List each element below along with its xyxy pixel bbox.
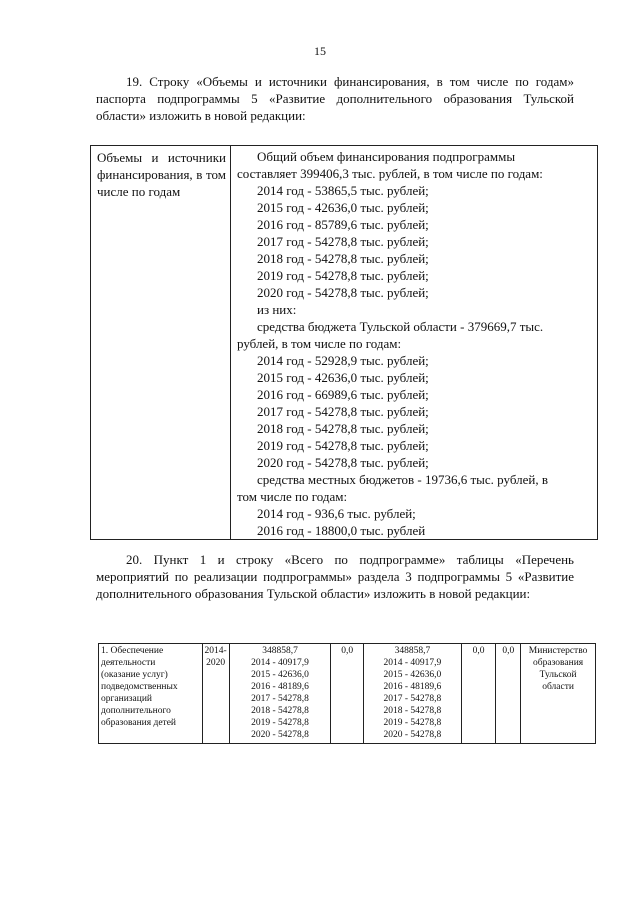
financing-line: 2019 год - 54278,8 тыс. рублей; [257, 438, 429, 453]
page-number: 15 [314, 44, 326, 58]
financing-line: средства местных бюджетов - 19736,6 тыс. рублей, в [257, 472, 548, 487]
amount-line: 2017 - 54278,8 [383, 694, 442, 704]
financing-line: рублей, в том числе по годам: [237, 336, 402, 351]
financing-details-cell [231, 146, 598, 540]
measure-name-line: 1. Обеспечение [101, 646, 164, 656]
financing-line: из них: [257, 302, 297, 317]
financing-line: 2018 год - 54278,8 тыс. рублей; [257, 251, 429, 266]
financing-line: составляет 399406,3 тыс. рублей, в том числе по годам: [237, 166, 543, 181]
financing-line: 2015 год - 42636,0 тыс. рублей; [257, 370, 429, 385]
years-line: 2020 [206, 658, 226, 668]
amount-line: 2018 - 54278,8 [251, 706, 309, 716]
federal-amount-cell: 0,0 [331, 644, 364, 744]
local-amount-cell: 0,0 [461, 644, 496, 744]
amount-line: 2019 - 54278,8 [383, 718, 442, 728]
amount-line: 2016 - 48189,6 [383, 682, 442, 692]
ministry-line: Тульской [539, 670, 577, 680]
financing-line: 2017 год - 54278,8 тыс. рублей; [257, 234, 429, 249]
years-line: 2014- [204, 646, 227, 656]
financing-line: 2020 год - 54278,8 тыс. рублей; [257, 285, 429, 300]
other-amount-cell: 0,0 [496, 644, 521, 744]
table-row [99, 644, 596, 744]
measure-name-line: организаций [101, 694, 153, 704]
amount-line: 2020 - 54278,8 [251, 730, 309, 740]
amount-line: 348858,7 [262, 646, 298, 656]
amount-line: 2014 - 40917,9 [383, 658, 442, 668]
amount-line: 2015 - 42636,0 [383, 670, 442, 680]
amount-line: 2014 - 40917,9 [251, 658, 309, 668]
financing-line: 2019 год - 54278,8 тыс. рублей; [257, 268, 429, 283]
paragraph-19: 19. Строку «Объемы и источники финансирования, в том числе по годам» паспорта подпрограммы 5 «Развитие дополнительного образования Тульской области» изложить в новой редакции: [96, 74, 574, 123]
measure-name-line: дополнительного [101, 706, 171, 716]
financing-line: 2016 год - 18800,0 тыс. рублей [257, 523, 426, 538]
measure-name-line: подведомственных [101, 682, 178, 692]
financing-line: 2014 год - 53865,5 тыс. рублей; [257, 183, 429, 198]
total-amount-cell [229, 644, 331, 744]
ministry-line: области [542, 682, 574, 692]
paragraph-20: 20. Пункт 1 и строку «Всего по подпрограмме» таблицы «Перечень мероприятий по реализации подпрограммы» раздела 3 подпрограммы 5 «Развитие дополнительного образования Тульской области» изложить в новой редакции: [96, 552, 574, 601]
financing-line: Общий объем финансирования подпрограммы [257, 149, 516, 164]
amount-line: 2016 - 48189,6 [251, 682, 309, 692]
measure-name-cell [99, 644, 203, 744]
financing-line: 2014 год - 936,6 тыс. рублей; [257, 506, 416, 521]
financing-line: том числе по годам: [237, 489, 348, 504]
financing-line: 2016 год - 85789,6 тыс. рублей; [257, 217, 429, 232]
ministry-line: Министерство [528, 646, 588, 656]
financing-line: 2015 год - 42636,0 тыс. рублей; [257, 200, 429, 215]
measure-name-line: деятельности [101, 658, 156, 668]
measure-name-line: (оказание услуг) [101, 670, 168, 680]
amount-line: 348858,7 [394, 646, 431, 656]
financing-line: 2016 год - 66989,6 тыс. рублей; [257, 387, 429, 402]
financing-line: 2018 год - 54278,8 тыс. рублей; [257, 421, 429, 436]
responsible-cell [521, 644, 596, 744]
amount-line: 2015 - 42636,0 [251, 670, 309, 680]
measures-table [98, 643, 596, 744]
ministry-line: образования [533, 658, 584, 668]
financing-line: 2020 год - 54278,8 тыс. рублей; [257, 455, 429, 470]
amount-line: 2018 - 54278,8 [383, 706, 442, 716]
financing-table [90, 145, 598, 540]
amount-line: 2020 - 54278,8 [383, 730, 442, 740]
financing-line: 2014 год - 52928,9 тыс. рублей; [257, 353, 429, 368]
financing-line: средства бюджета Тульской области - 379669,7 тыс. [257, 319, 544, 334]
regional-amount-cell [364, 644, 462, 744]
financing-line: 2017 год - 54278,8 тыс. рублей; [257, 404, 429, 419]
amount-line: 2017 - 54278,8 [251, 694, 309, 704]
measure-name-line: образования детей [101, 718, 176, 728]
years-cell [202, 644, 229, 744]
amount-line: 2019 - 54278,8 [251, 718, 309, 728]
financing-label-cell: Объемы и источники финансирования, в том числе по годам [91, 146, 231, 540]
